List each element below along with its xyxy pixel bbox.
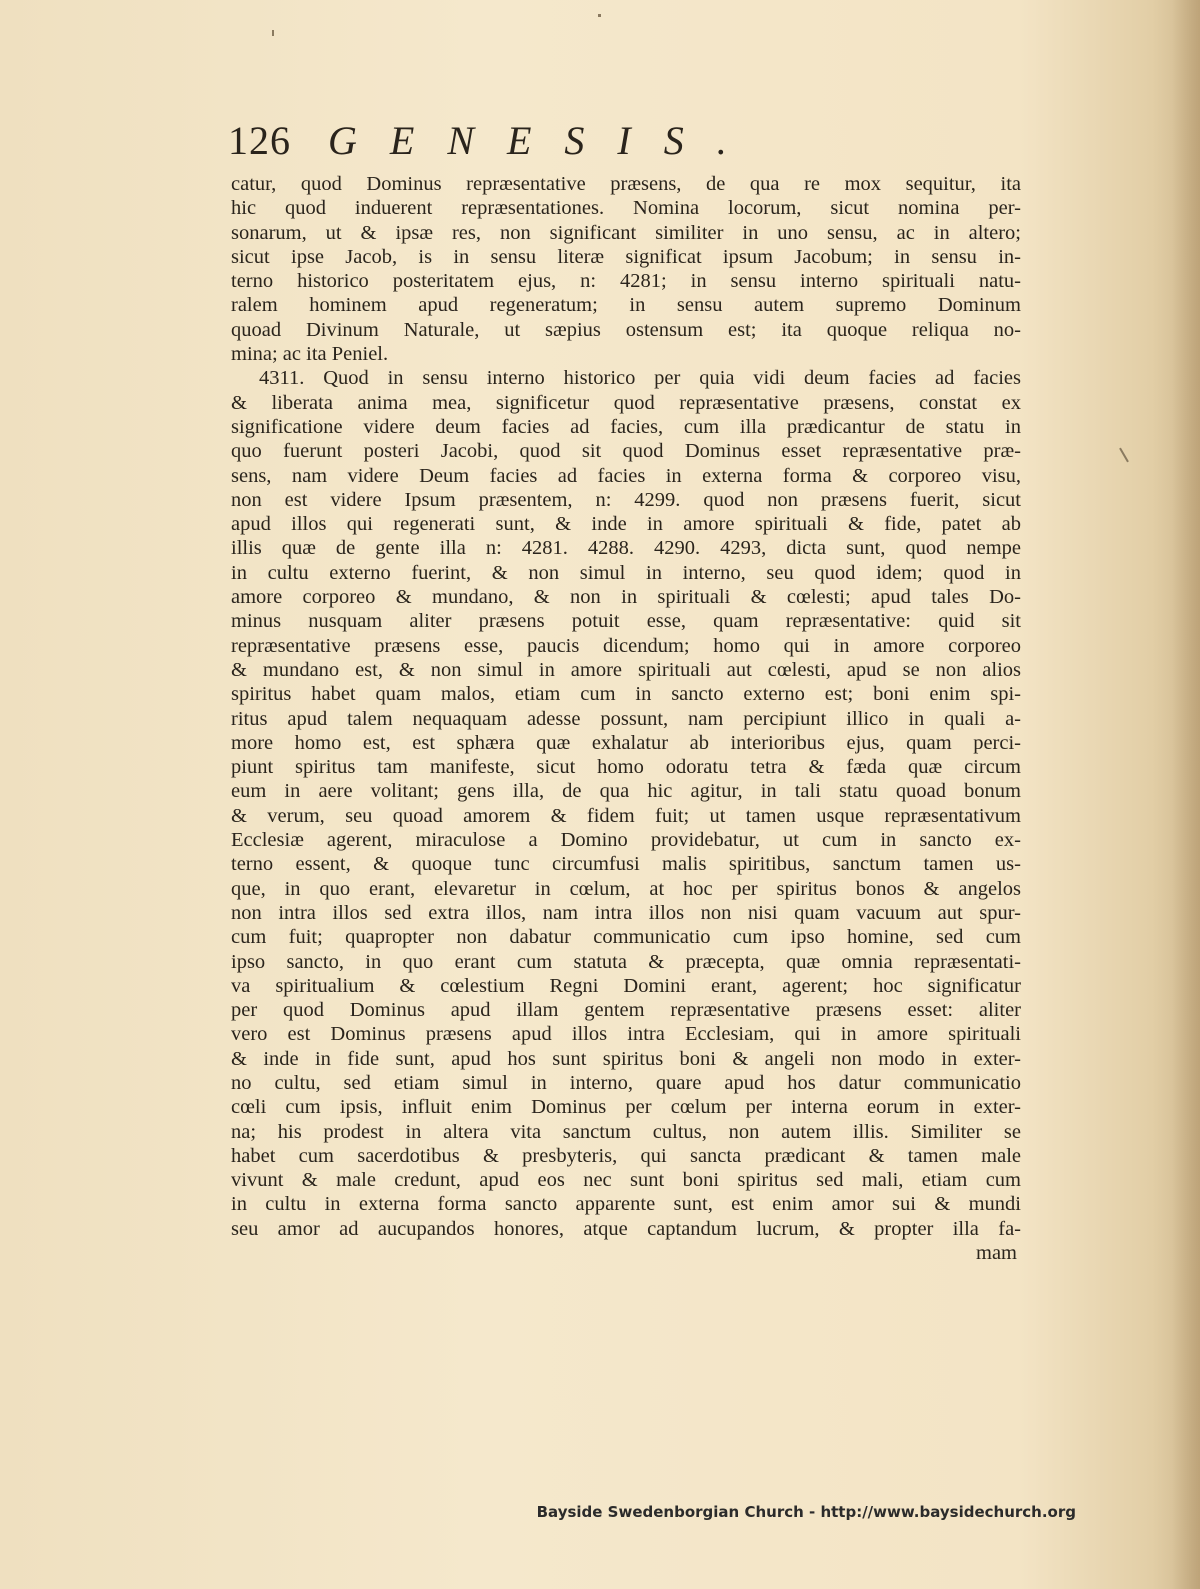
text-line: hic quod induerent repræsentationes. Nomina locorum, sicut nomina per- <box>231 197 1021 220</box>
text-line: cœli cum ipsis, influit enim Dominus per cœlum per interna eorum in exter- <box>231 1096 1021 1119</box>
text-line: ritus apud talem nequaquam adesse possunt, nam percipiunt illico in quali a- <box>231 707 1021 730</box>
text-line: va spiritualium & cœlestium Regni Domini erant, agerent; hoc significatur <box>231 974 1021 997</box>
text-line: apud illos qui regenerati sunt, & inde in amore spirituali & fide, patet ab <box>231 513 1021 536</box>
text-line: illis quæ de gente illa n: 4281. 4288. 4290. 4293, dicta sunt, quod nempe <box>231 537 1021 560</box>
text-line: sicut ipse Jacob, is in sensu literæ significat ipsum Jacobum; in sensu in- <box>231 245 1021 268</box>
text-line: terno historico posteritatem ejus, n: 4281; in sensu interno spirituali natu- <box>231 270 1021 293</box>
catchword: mam <box>976 1242 1017 1265</box>
text-line: na; his prodest in altera vita sanctum cultus, non autem illis. Similiter se <box>231 1120 1021 1143</box>
text-line: quoad Divinum Naturale, ut sæpius ostensum est; ita quoque reliqua no- <box>231 318 1021 341</box>
text-line: & liberata anima mea, significetur quod repræsentative præsens, constat ex <box>231 391 1021 414</box>
book-title: GENESIS. <box>328 118 760 163</box>
footer-credit: Bayside Swedenborgian Church - http://www.baysidechurch.org <box>536 1503 1076 1521</box>
text-line: Ecclesiæ agerent, miraculose a Domino providebatur, ut cum in sancto ex- <box>231 829 1021 852</box>
text-line: minus nusquam aliter præsens potuit esse, quam repræsentative: quid sit <box>231 610 1021 633</box>
text-line: per quod Dominus apud illam gentem repræsentative præsens esset: aliter <box>231 999 1021 1022</box>
text-line: in cultu in externa forma sancto apparente sunt, est enim amor sui & mundi <box>231 1193 1021 1216</box>
text-line: spiritus habet quam malos, etiam cum in sancto externo est; boni enim spi- <box>231 683 1021 706</box>
page-edge-shadow <box>1172 0 1200 1589</box>
text-line: non est videre Ipsum præsentem, n: 4299. quod non præsens fuerit, sicut <box>231 488 1021 511</box>
text-line: mina; ac ita Peniel. <box>231 343 389 366</box>
text-line: sens, nam videre Deum facies ad facies in externa forma & corporeo visu, <box>231 464 1021 487</box>
text-line: sonarum, ut & ipsæ res, non significant similiter in uno sensu, ac in altero; <box>231 221 1021 244</box>
text-line: amore corporeo & mundano, & non in spirituali & cœlesti; apud tales Do- <box>231 586 1021 609</box>
ink-speck <box>1119 448 1129 463</box>
page-number: 126 <box>228 118 291 163</box>
text-line: more homo est, est sphæra quæ exhalatur ab interioribus ejus, quam perci- <box>231 731 1021 754</box>
text-line: & verum, seu quoad amorem & fidem fuit; ut tamen usque repræsentativum <box>231 804 1021 827</box>
text-line: significatione videre deum facies ad facies, cum illa prædicantur de statu in <box>231 415 1021 438</box>
text-line: terno essent, & quoque tunc circumfusi malis spiritibus, sanctum tamen us- <box>231 853 1021 876</box>
text-line: habet cum sacerdotibus & presbyteris, qui sancta prædicant & tamen male <box>231 1144 1021 1167</box>
ink-speck <box>272 30 274 36</box>
body-text <box>231 172 1021 1265</box>
text-line: piunt spiritus tam manifeste, sicut homo odoratu tetra & fæda quæ circum <box>231 756 1021 779</box>
text-line: vivunt & male credunt, apud eos nec sunt boni spiritus sed mali, etiam cum <box>231 1169 1021 1192</box>
running-head <box>228 116 1028 166</box>
text-line: seu amor ad aucupandos honores, atque captandum lucrum, & propter illa fa- <box>231 1217 1021 1240</box>
text-line: & mundano est, & non simul in amore spirituali aut cœlesti, apud se non alios <box>231 658 1021 681</box>
text-line: no cultu, sed etiam simul in interno, quare apud hos datur communicatio <box>231 1071 1021 1094</box>
ink-speck <box>598 14 601 17</box>
text-line: & inde in fide sunt, apud hos sunt spiritus boni & angeli non modo in exter- <box>231 1047 1021 1070</box>
text-line: 4311. Quod in sensu interno historico per quia vidi deum facies ad facies <box>259 367 1021 390</box>
text-line: ralem hominem apud regeneratum; in sensu autem supremo Dominum <box>231 294 1021 317</box>
text-line: repræsentative præsens esse, paucis dicendum; homo qui in amore corporeo <box>231 634 1021 657</box>
text-line: in cultu externo fuerint, & non simul in interno, seu quod idem; quod in <box>231 561 1021 584</box>
text-line: que, in quo erant, elevaretur in cœlum, at hoc per spiritus bonos & angelos <box>231 877 1021 900</box>
text-line: vero est Dominus præsens apud illos intra Ecclesiam, qui in amore spirituali <box>231 1023 1021 1046</box>
text-line: ipso sancto, in quo erant cum statuta & præcepta, quæ omnia repræsentati- <box>231 950 1021 973</box>
text-line: quo fuerunt posteri Jacobi, quod sit quod Dominus esset repræsentative præ- <box>231 440 1021 463</box>
text-line: catur, quod Dominus repræsentative præsens, de qua re mox sequitur, ita <box>231 173 1021 195</box>
text-line: non intra illos sed extra illos, nam intra illos non nisi quam vacuum aut spur- <box>231 901 1021 924</box>
text-line: cum fuit; quapropter non dabatur communicatio cum ipso homine, sed cum <box>231 926 1021 949</box>
text-line: eum in aere volitant; gens illa, de qua hic agitur, in tali statu quoad bonum <box>231 780 1021 803</box>
